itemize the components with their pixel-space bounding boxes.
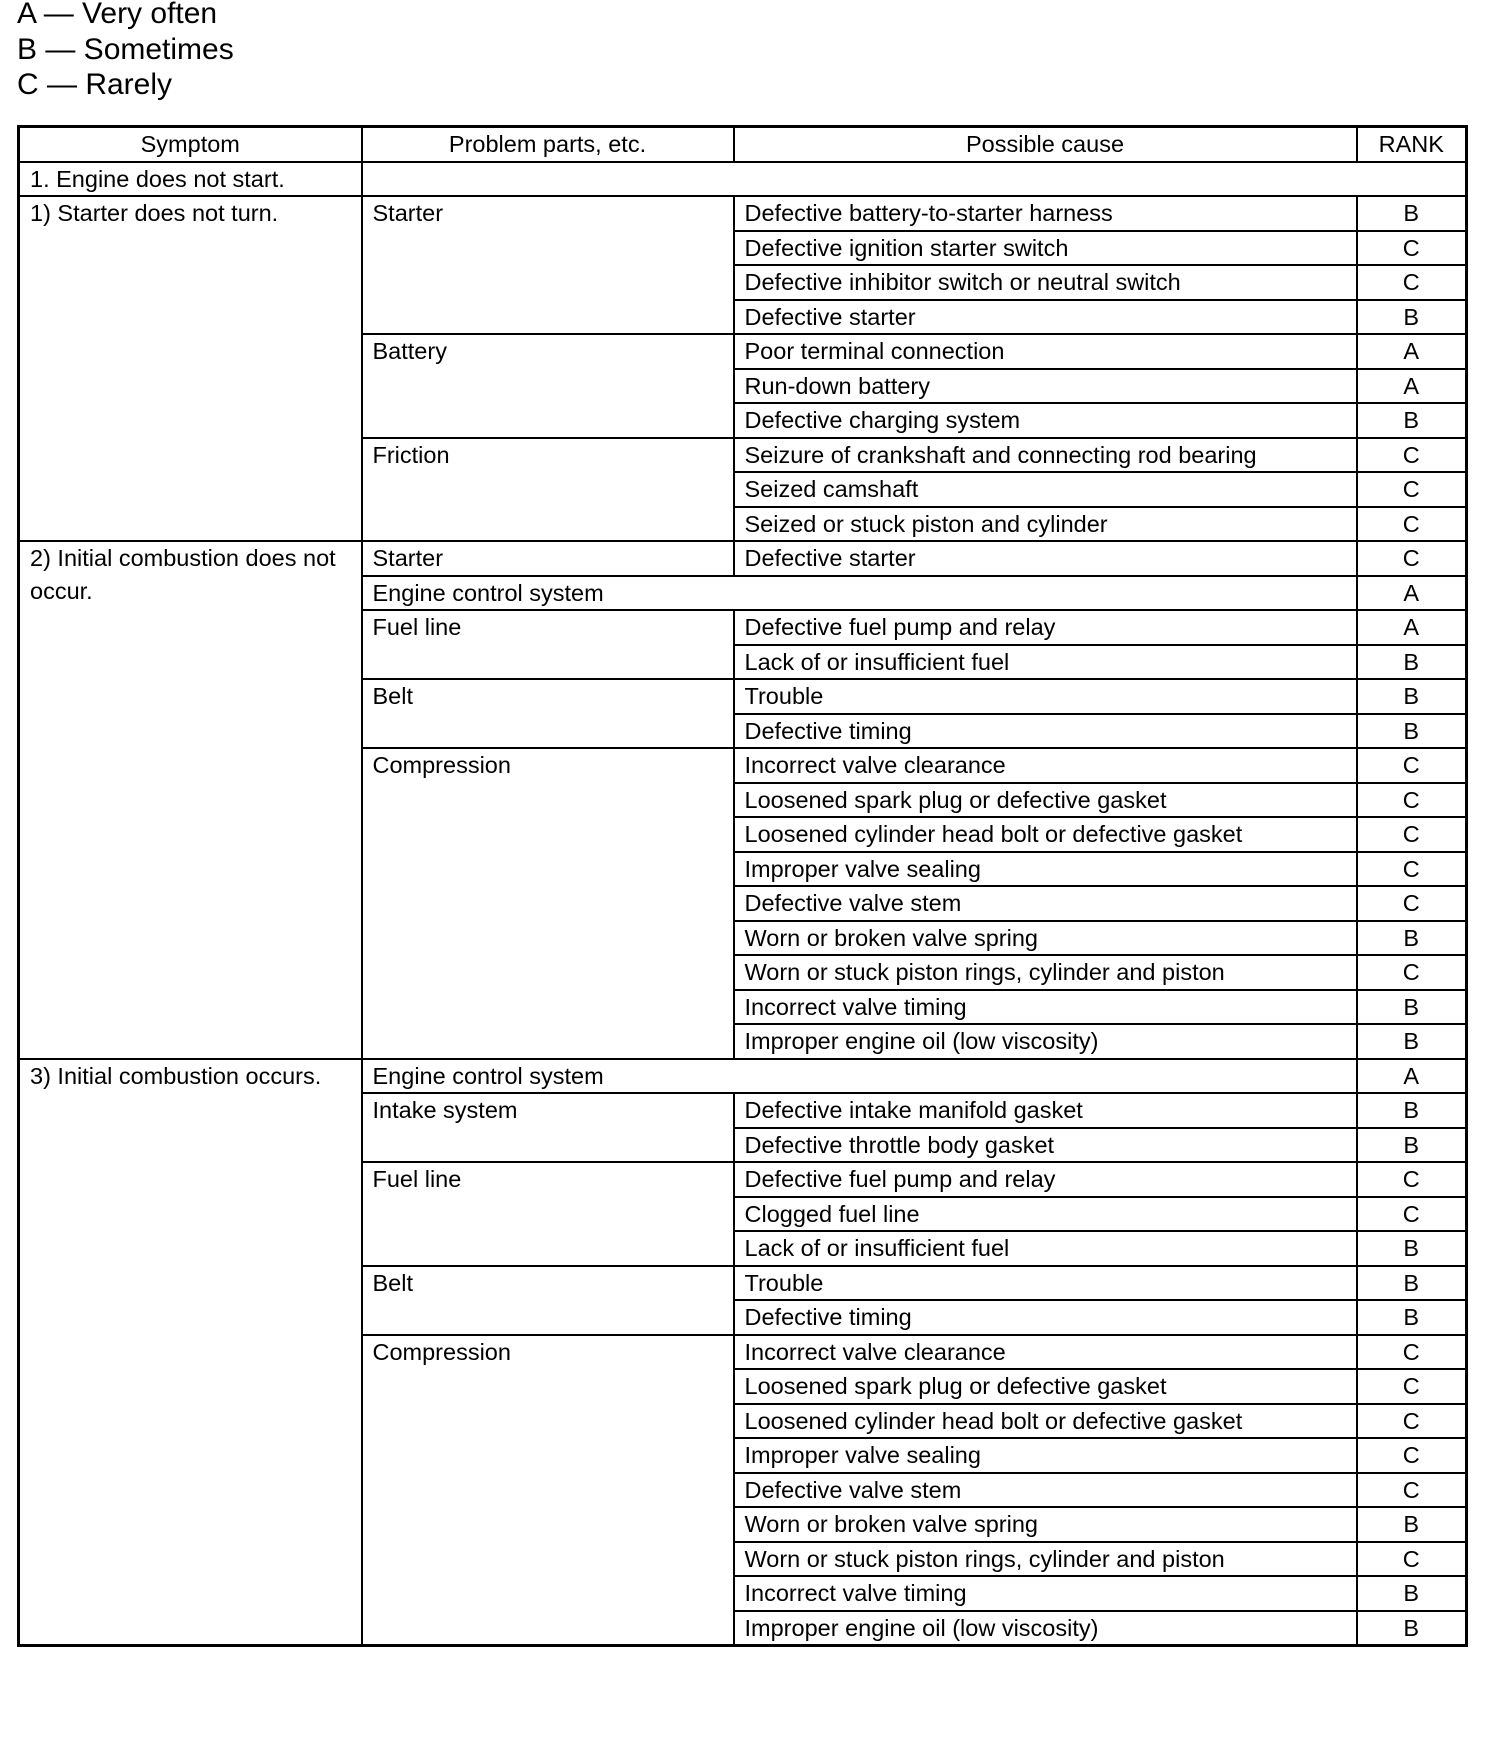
problem-part-cell: Compression [362, 748, 734, 1059]
problem-part-cell: Compression [362, 1335, 734, 1646]
rank-legend [17, 0, 234, 103]
rank-cell: C [1357, 231, 1467, 266]
problem-part-cell: Starter [362, 196, 734, 334]
rank-cell: B [1357, 1611, 1467, 1646]
rank-cell: C [1357, 852, 1467, 887]
rank-cell: B [1357, 403, 1467, 438]
rank-cell: C [1357, 817, 1467, 852]
possible-cause-cell: Loosened cylinder head bolt or defective gasket [734, 817, 1357, 852]
rank-cell: C [1357, 1335, 1467, 1370]
legend-item-c: C — Rarely [17, 68, 173, 101]
rank-cell: C [1357, 541, 1467, 576]
rank-cell: B [1357, 1266, 1467, 1301]
symptom-cell: 2) Initial combustion does not occur. [19, 541, 362, 1059]
rank-cell: C [1357, 1369, 1467, 1404]
rank-cell: B [1357, 1231, 1467, 1266]
possible-cause-cell: Defective ignition starter switch [734, 231, 1357, 266]
possible-cause-cell: Improper valve sealing [734, 1438, 1357, 1473]
possible-cause-cell: Improper engine oil (low viscosity) [734, 1611, 1357, 1646]
possible-cause-cell: Trouble [734, 679, 1357, 714]
rank-cell: C [1357, 955, 1467, 990]
header-problem-parts: Problem parts, etc. [362, 127, 734, 162]
rank-cell: B [1357, 1024, 1467, 1059]
problem-part-cell: Fuel line [362, 610, 734, 679]
possible-cause-cell: Defective timing [734, 714, 1357, 749]
possible-cause-cell: Defective starter [734, 300, 1357, 335]
possible-cause-cell: Seized or stuck piston and cylinder [734, 507, 1357, 542]
rank-cell: C [1357, 1438, 1467, 1473]
legend-item-a: A — Very often [17, 0, 218, 30]
possible-cause-cell: Defective fuel pump and relay [734, 610, 1357, 645]
rank-cell: C [1357, 783, 1467, 818]
possible-cause-cell: Worn or stuck piston rings, cylinder and piston [734, 1542, 1357, 1577]
possible-cause-cell: Loosened spark plug or defective gasket [734, 1369, 1357, 1404]
rank-cell: B [1357, 645, 1467, 680]
rank-cell: C [1357, 1473, 1467, 1508]
possible-cause-cell: Trouble [734, 1266, 1357, 1301]
rank-cell: A [1357, 576, 1467, 611]
section-title-filler [362, 162, 1467, 197]
possible-cause-cell: Worn or broken valve spring [734, 921, 1357, 956]
rank-cell: B [1357, 1576, 1467, 1611]
rank-cell: C [1357, 1404, 1467, 1439]
symptom-cell: 3) Initial combustion occurs. [19, 1059, 362, 1646]
rank-cell: C [1357, 886, 1467, 921]
possible-cause-cell: Defective fuel pump and relay [734, 1162, 1357, 1197]
problem-part-cell: Engine control system [362, 576, 1357, 611]
possible-cause-cell: Defective intake manifold gasket [734, 1093, 1357, 1128]
problem-part-cell: Engine control system [362, 1059, 1357, 1094]
possible-cause-cell: Seized camshaft [734, 472, 1357, 507]
possible-cause-cell: Loosened spark plug or defective gasket [734, 783, 1357, 818]
table-row [19, 196, 1467, 231]
rank-cell: B [1357, 300, 1467, 335]
problem-part-cell: Starter [362, 541, 734, 576]
possible-cause-cell: Defective battery-to-starter harness [734, 196, 1357, 231]
possible-cause-cell: Defective inhibitor switch or neutral switch [734, 265, 1357, 300]
problem-part-cell: Intake system [362, 1093, 734, 1162]
rank-cell: C [1357, 507, 1467, 542]
table-row [19, 1059, 1467, 1094]
rank-cell: B [1357, 1093, 1467, 1128]
possible-cause-cell: Incorrect valve timing [734, 1576, 1357, 1611]
possible-cause-cell: Seizure of crankshaft and connecting rod bearing [734, 438, 1357, 473]
possible-cause-cell: Incorrect valve clearance [734, 748, 1357, 783]
rank-cell: A [1357, 1059, 1467, 1094]
problem-part-cell: Belt [362, 679, 734, 748]
rank-cell: B [1357, 714, 1467, 749]
possible-cause-cell: Improper engine oil (low viscosity) [734, 1024, 1357, 1059]
rank-cell: C [1357, 265, 1467, 300]
possible-cause-cell: Defective charging system [734, 403, 1357, 438]
rank-cell: C [1357, 438, 1467, 473]
problem-part-cell: Battery [362, 334, 734, 438]
rank-cell: A [1357, 610, 1467, 645]
possible-cause-cell: Lack of or insufficient fuel [734, 645, 1357, 680]
possible-cause-cell: Poor terminal connection [734, 334, 1357, 369]
rank-cell: B [1357, 921, 1467, 956]
possible-cause-cell: Defective valve stem [734, 886, 1357, 921]
rank-cell: C [1357, 1197, 1467, 1232]
symptom-cell: 1) Starter does not turn. [19, 196, 362, 541]
possible-cause-cell: Clogged fuel line [734, 1197, 1357, 1232]
rank-cell: B [1357, 679, 1467, 714]
possible-cause-cell: Defective throttle body gasket [734, 1128, 1357, 1163]
possible-cause-cell: Defective timing [734, 1300, 1357, 1335]
header-rank: RANK [1357, 127, 1467, 162]
possible-cause-cell: Run-down battery [734, 369, 1357, 404]
possible-cause-cell: Loosened cylinder head bolt or defective gasket [734, 1404, 1357, 1439]
legend-item-b: B — Sometimes [17, 32, 234, 66]
rank-cell: C [1357, 472, 1467, 507]
section-title: 1. Engine does not start. [19, 162, 362, 197]
problem-part-cell: Fuel line [362, 1162, 734, 1266]
possible-cause-cell: Defective starter [734, 541, 1357, 576]
header-row [19, 127, 1467, 162]
diagnostic-table [17, 125, 1468, 1647]
table-row [19, 541, 1467, 576]
rank-cell: B [1357, 1300, 1467, 1335]
rank-cell: C [1357, 1162, 1467, 1197]
rank-cell: C [1357, 1542, 1467, 1577]
possible-cause-cell: Worn or stuck piston rings, cylinder and piston [734, 955, 1357, 990]
section-title-row [19, 162, 1467, 197]
possible-cause-cell: Incorrect valve clearance [734, 1335, 1357, 1370]
rank-cell: B [1357, 1507, 1467, 1542]
possible-cause-cell: Lack of or insufficient fuel [734, 1231, 1357, 1266]
problem-part-cell: Friction [362, 438, 734, 542]
possible-cause-cell: Improper valve sealing [734, 852, 1357, 887]
rank-cell: B [1357, 1128, 1467, 1163]
possible-cause-cell: Worn or broken valve spring [734, 1507, 1357, 1542]
header-possible-cause: Possible cause [734, 127, 1357, 162]
rank-cell: B [1357, 990, 1467, 1025]
header-symptom: Symptom [19, 127, 362, 162]
possible-cause-cell: Incorrect valve timing [734, 990, 1357, 1025]
rank-cell: A [1357, 369, 1467, 404]
possible-cause-cell: Defective valve stem [734, 1473, 1357, 1508]
problem-part-cell: Belt [362, 1266, 734, 1335]
rank-cell: C [1357, 748, 1467, 783]
rank-cell: A [1357, 334, 1467, 369]
rank-cell: B [1357, 196, 1467, 231]
